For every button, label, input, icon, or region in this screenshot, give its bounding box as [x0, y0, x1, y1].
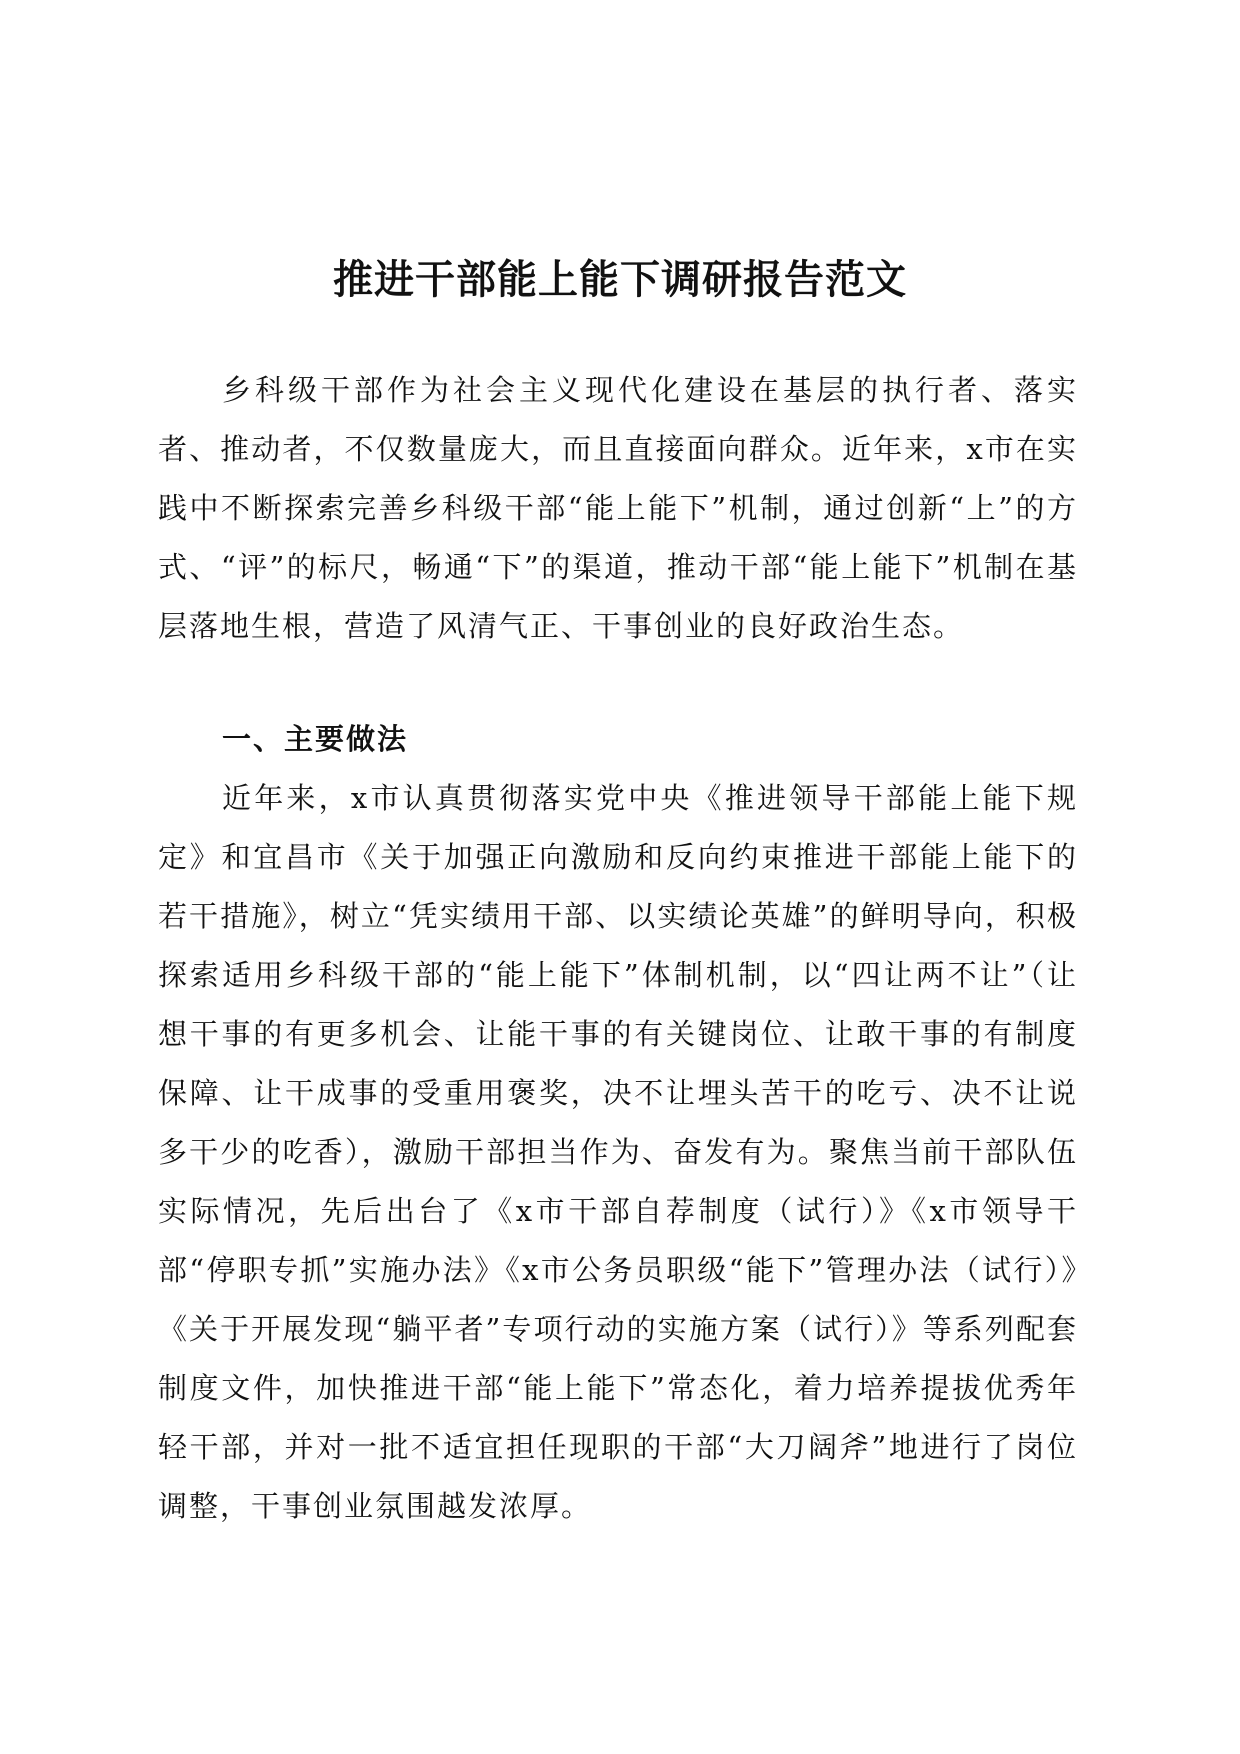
intro-paragraph: 乡科级干部作为社会主义现代化建设在基层的执行者、落实者、推动者，不仅数量庞大，而且直接面向群众。近年来，x市在实践中不断探索完善乡科级干部“能上能下”机制，通过创新“上”的方式、“评”的标尺，畅通“下”的渠道，推动干部“能上能下”机制在基层落地生根，营造了风清气正、干事创业的良好政治生态。 [158, 373, 1078, 643]
main-practices-paragraph: 近年来，x市认真贯彻落实党中央《推进领导干部能上能下规定》和宜昌市《关于加强正向激励和反向约束推进干部能上能下的若干措施》，树立“凭实绩用干部、以实绩论英雄”的鲜明导向，积极探索适用乡科级干部的“能上能下”体制机制，以“四让两不让”（让想干事的有更多机会、让能干事的有关键岗位、让敢干事的有制度保障、让干成事的受重用褒奖，决不让埋头苦干的吃亏、决不让说多干少的吃香），激励干部担当作为、奋发有为。聚焦当前干部队伍实际情况，先后出台了《x市干部自荐制度（试行）》《x市领导干部“停职专抓”实施办法》《x市公务员职级“能下”管理办法（试行）》《关于开展发现“躺平者”专项行动的实施方案（试行）》等系列配套制度文件，加快推进干部“能上能下”常态化，着力培养提拔优秀年轻干部，并对一批不适宜担任现职的干部“大刀阔斧”地进行了岗位调整，干事创业氛围越发浓厚。 [158, 781, 1078, 1523]
document-title: 推进干部能上能下调研报告范文 [333, 257, 907, 303]
section-heading-main-practices: 一、主要做法 [222, 722, 409, 756]
